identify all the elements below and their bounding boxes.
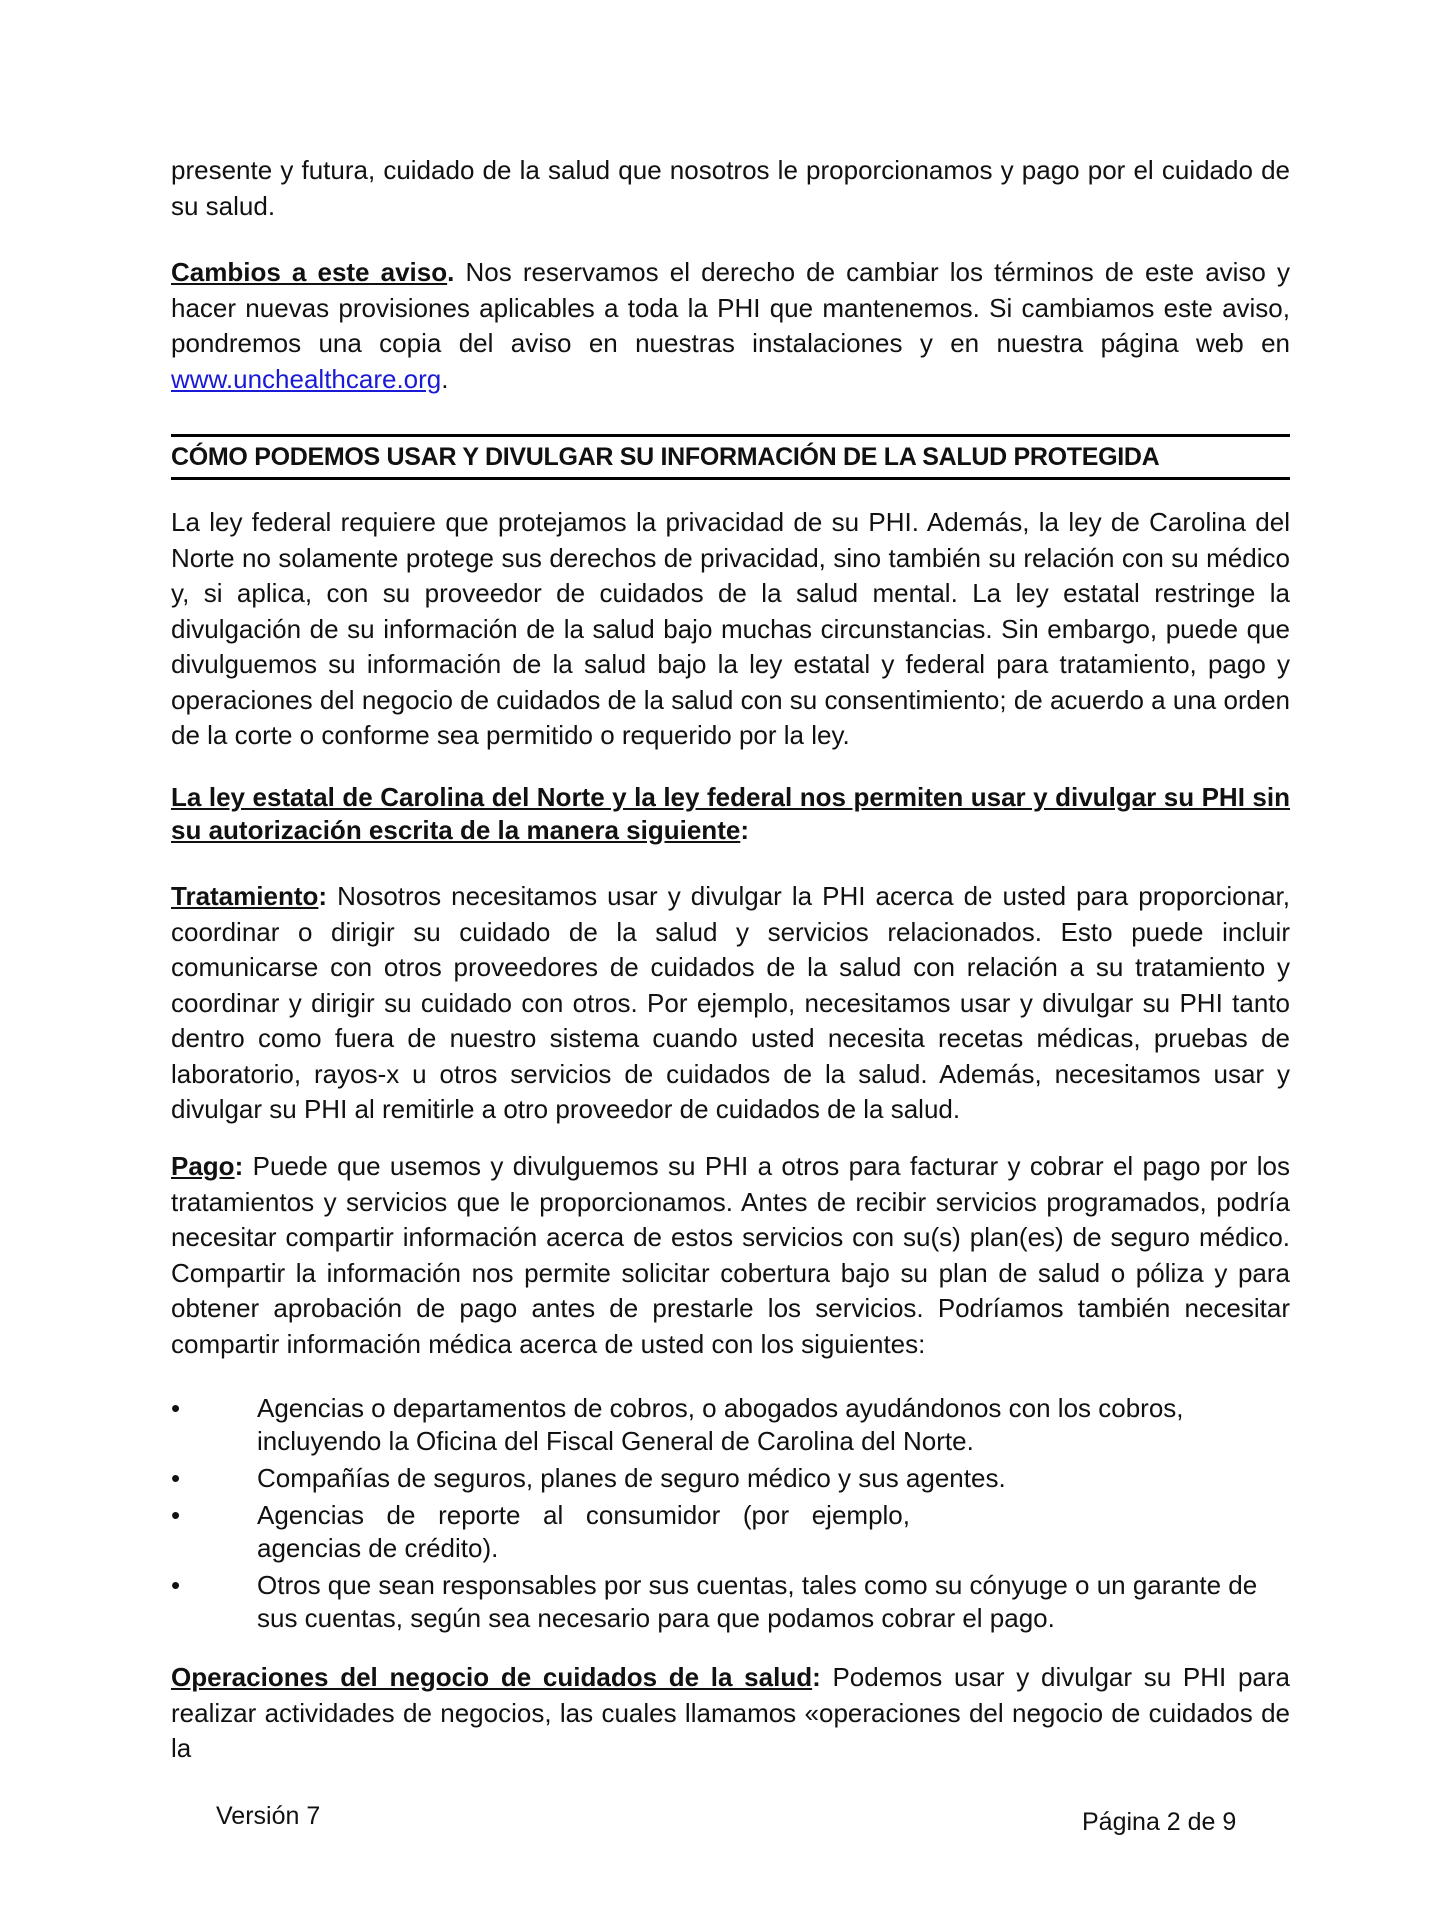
list-item-text: Compañías de seguros, planes de seguro médico y sus agentes. — [257, 1463, 1006, 1493]
intro-paragraph — [171, 153, 1290, 224]
intro-text: presente y futura, cuidado de la salud que nosotros le proporcionamos y pago por el cuidado de su salud. — [171, 155, 1290, 221]
footer-version: Versión 7 — [216, 1802, 321, 1830]
bullet-icon: • — [171, 1500, 181, 1530]
section-heading: CÓMO PODEMOS USAR Y DIVULGAR SU INFORMACIÓN DE LA SALUD PROTEGIDA — [171, 434, 1290, 480]
payment-text: Puede que usemos y divulguemos su PHI a otros para facturar y cobrar el pago por los tratamientos y servicios que le proporcionamos. Antes de recibir servicios programados, podría necesitar compartir información acerca de estos servicios con su(s) plan(es) de seguro médico. Compartir la información nos permite solicitar cobertura bajo su plan de salud o póliza y para obtener aprobación de pago antes de prestarle los servicios. Podríamos también necesitar compartir información médica acerca de usted con los siguientes: — [171, 1151, 1290, 1359]
list-item-text: Otros que sean responsables por sus cuentas, tales como su cónyuge o un garante de sus cuentas, según sea necesario para que podamos cobrar el pago. — [257, 1570, 1258, 1633]
permit-punct: : — [740, 815, 749, 845]
treatment-punct: : — [318, 881, 328, 911]
changes-heading-punct: . — [447, 257, 455, 287]
changes-heading: Cambios a este aviso — [171, 257, 448, 287]
footer-page-number: Página 2 de 9 — [1082, 1808, 1237, 1836]
bullet-icon: • — [171, 1463, 181, 1493]
treatment-text: Nosotros necesitamos usar y divulgar la PHI acerca de usted para proporcionar, coordinar o dirigir su cuidado de la salud y servicios relacionados. Esto puede incluir comunicarse con otros proveedores de cuidados de la salud con relación a su tratamiento y coordinar y dirigir su cuidado con otros. Por ejemplo, necesitamos usar y divulgar su PHI tanto dentro como fuera de nuestro sistema cuando usted necesita recetas médicas, pruebas de laboratorio, rayos-x u otros servicios de cuidados de la salud. Además, necesitamos usar y divulgar su PHI al remitirle a otro proveedor de cuidados de la salud. — [171, 881, 1290, 1124]
list-item — [171, 1462, 1290, 1495]
changes-text: Nos reservamos el derecho de cambiar los términos de este aviso y hacer nuevas provisiones aplicables a toda la PHI que mantenemos. Si cambiamos este aviso, pondremos una copia del aviso en nuestras instalaciones y en nuestra página web en — [171, 257, 1290, 358]
bullet-icon: • — [171, 1570, 181, 1600]
list-item — [171, 1392, 1290, 1458]
list-item-text: Agencias de reporte al consumidor (por ejemplo, agencias de crédito). — [257, 1500, 910, 1563]
website-link[interactable]: www.unchealthcare.org — [171, 363, 442, 394]
permit-paragraph — [171, 781, 1290, 847]
federal-law-text: La ley federal requiere que protejamos la privacidad de su PHI. Además, la ley de Carolina del Norte no solamente protege sus derechos de privacidad, sino también su relación con su médico y, si aplica, con su proveedor de cuidados de la salud mental. La ley estatal restringe la divulgación de su información de la salud bajo muchas circunstancias. Sin embargo, puede que divulguemos su información de la salud bajo la ley estatal y federal para tratamiento, pago y operaciones del negocio de cuidados de la salud con su consentimiento; de acuerdo a una orden de la corte o conforme sea permitido o requerido por la ley. — [171, 507, 1290, 750]
operations-text: Podemos usar y divulgar su PHI para realizar actividades de negocios, las cuales llamamos «operaciones del negocio de cuidados de la — [171, 1662, 1291, 1763]
payment-paragraph — [171, 1149, 1290, 1362]
payment-punct: : — [234, 1151, 244, 1181]
treatment-heading: Tratamiento — [171, 881, 319, 911]
federal-law-paragraph — [171, 505, 1290, 754]
bullet-list — [171, 1392, 1290, 1639]
bullet-icon: • — [171, 1393, 181, 1423]
operations-paragraph — [171, 1660, 1290, 1767]
operations-punct: : — [812, 1662, 821, 1692]
permit-heading: La ley estatal de Carolina del Norte y la ley federal nos permiten usar y divulgar su PHI sin su autorización escrita de la manera siguiente — [171, 782, 1290, 845]
list-item — [171, 1499, 1290, 1565]
treatment-paragraph — [171, 879, 1290, 1128]
payment-heading: Pago — [171, 1151, 235, 1181]
changes-paragraph — [171, 255, 1290, 397]
changes-end: . — [441, 363, 449, 394]
operations-heading: Operaciones del negocio de cuidados de la salud — [171, 1662, 813, 1692]
list-item-text: Agencias o departamentos de cobros, o abogados ayudándonos con los cobros, incluyendo la Oficina del Fiscal General de Carolina del Norte. — [257, 1393, 1184, 1456]
list-item — [171, 1569, 1290, 1635]
